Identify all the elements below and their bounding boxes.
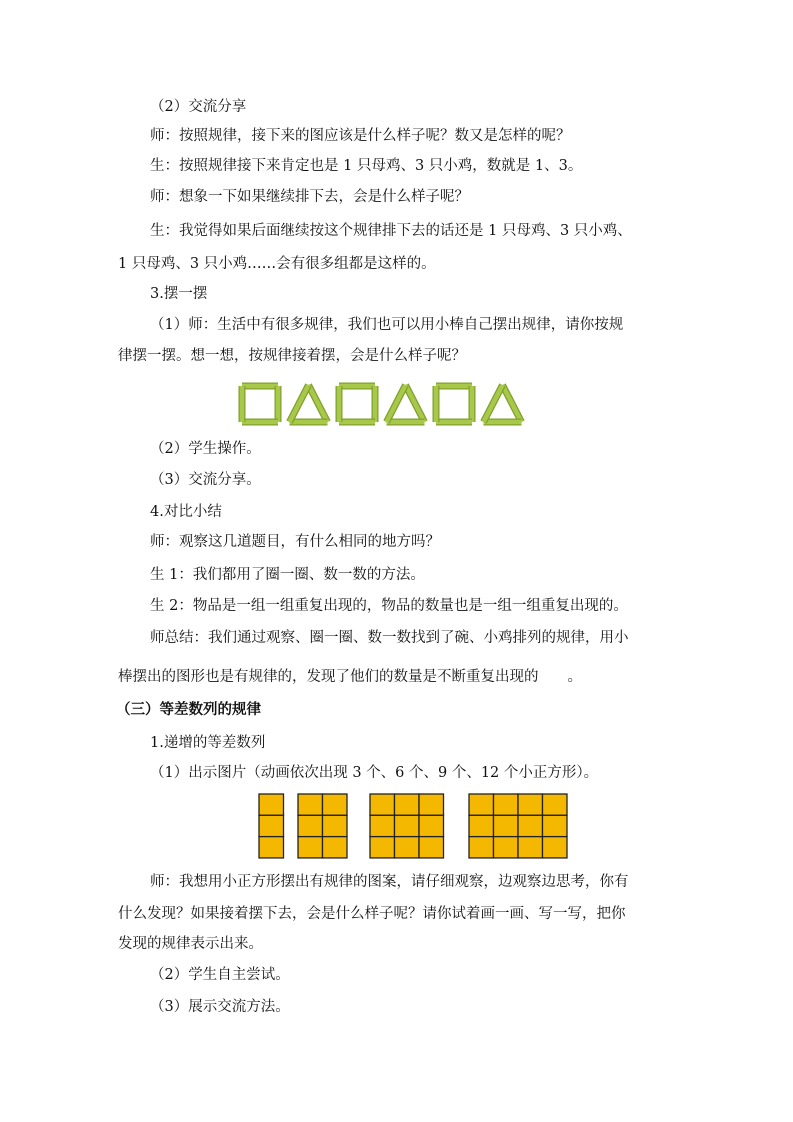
small-square xyxy=(469,837,494,858)
small-square xyxy=(494,815,519,836)
section-heading: 4.对比小结 xyxy=(150,504,222,520)
section-heading: （三）等差数列的规律 xyxy=(116,701,261,718)
small-square xyxy=(259,837,284,858)
text-line: （1）师：生活中有很多规律，我们也可以用小棒自己摆出规律，请你按规 xyxy=(150,317,624,333)
text-line: （2）学生操作。 xyxy=(150,441,261,457)
text-line: 1 只母鸡、3 只小鸡……会有很多组都是这样的。 xyxy=(118,256,436,272)
small-square xyxy=(494,837,519,858)
small-square xyxy=(518,794,543,815)
small-square xyxy=(323,794,348,815)
small-square xyxy=(419,837,444,858)
text-line: （3）交流分享。 xyxy=(150,472,261,488)
text-line: （2）交流分享 xyxy=(150,99,247,115)
small-square xyxy=(298,837,323,858)
small-square xyxy=(298,815,323,836)
small-square xyxy=(259,815,284,836)
section-heading: 1.递增的等差数列 xyxy=(150,735,266,751)
text-line: （3）展示交流方法。 xyxy=(150,999,290,1015)
text-line: 发现的规律表示出来。 xyxy=(118,936,263,952)
small-square xyxy=(259,794,284,815)
text-line: 什么发现？如果接着摆下去，会是什么样子呢？请你试着画一画、写一写，把你 xyxy=(118,906,626,922)
small-square xyxy=(370,837,395,858)
text-line: 生 2：物品是一组一组重复出现的，物品的数量也是一组一组重复出现的。 xyxy=(150,598,628,614)
small-square xyxy=(419,794,444,815)
small-square xyxy=(543,837,568,858)
text-line: 生：我觉得如果后面继续按这个规律排下去的话还是 1 只母鸡、3 只小鸡、 xyxy=(150,223,632,239)
small-square xyxy=(469,815,494,836)
small-square xyxy=(419,815,444,836)
small-square xyxy=(543,794,568,815)
small-square xyxy=(518,837,543,858)
text-line: 师：按照规律，接下来的图应该是什么样子呢？数又是怎样的呢？ xyxy=(150,128,571,144)
text-line: 生 1：我们都用了圈一圈、数一数的方法。 xyxy=(150,567,425,583)
small-square xyxy=(323,815,348,836)
text-line: 生：按照规律接下来肯定也是 1 只母鸡、3 只小鸡，数就是 1、3。 xyxy=(150,158,583,174)
text-line: 律摆一摆。想一想，按规律接着摆，会是什么样子呢？ xyxy=(118,348,466,364)
text-line: 棒摆出的图形也是有规律的，发现了他们的数量是不断重复出现的 。 xyxy=(118,669,582,685)
small-square xyxy=(518,815,543,836)
small-square xyxy=(370,794,395,815)
text-line: 师：观察这几道题目，有什么相同的地方吗？ xyxy=(150,534,440,550)
text-line: 师总结：我们通过观察、圈一圈、数一数找到了碗、小鸡排列的规律，用小 xyxy=(150,630,629,646)
section-heading: 3.摆一摆 xyxy=(150,286,208,302)
small-square xyxy=(323,837,348,858)
small-square xyxy=(395,815,420,836)
small-square xyxy=(494,794,519,815)
small-square xyxy=(395,837,420,858)
text-line: （2）学生自主尝试。 xyxy=(150,967,290,983)
text-line: （1）出示图片（动画依次出现 3 个、6 个、9 个、12 个小正方形）。 xyxy=(150,765,599,781)
text-line: 师：我想用小正方形摆出有规律的图案，请仔细观察，边观察边思考，你有 xyxy=(150,874,629,890)
small-square xyxy=(370,815,395,836)
small-square xyxy=(469,794,494,815)
small-square xyxy=(298,794,323,815)
text-line: 师：想象一下如果继续排下去，会是什么样子呢？ xyxy=(150,189,469,205)
small-square xyxy=(395,794,420,815)
small-square xyxy=(543,815,568,836)
